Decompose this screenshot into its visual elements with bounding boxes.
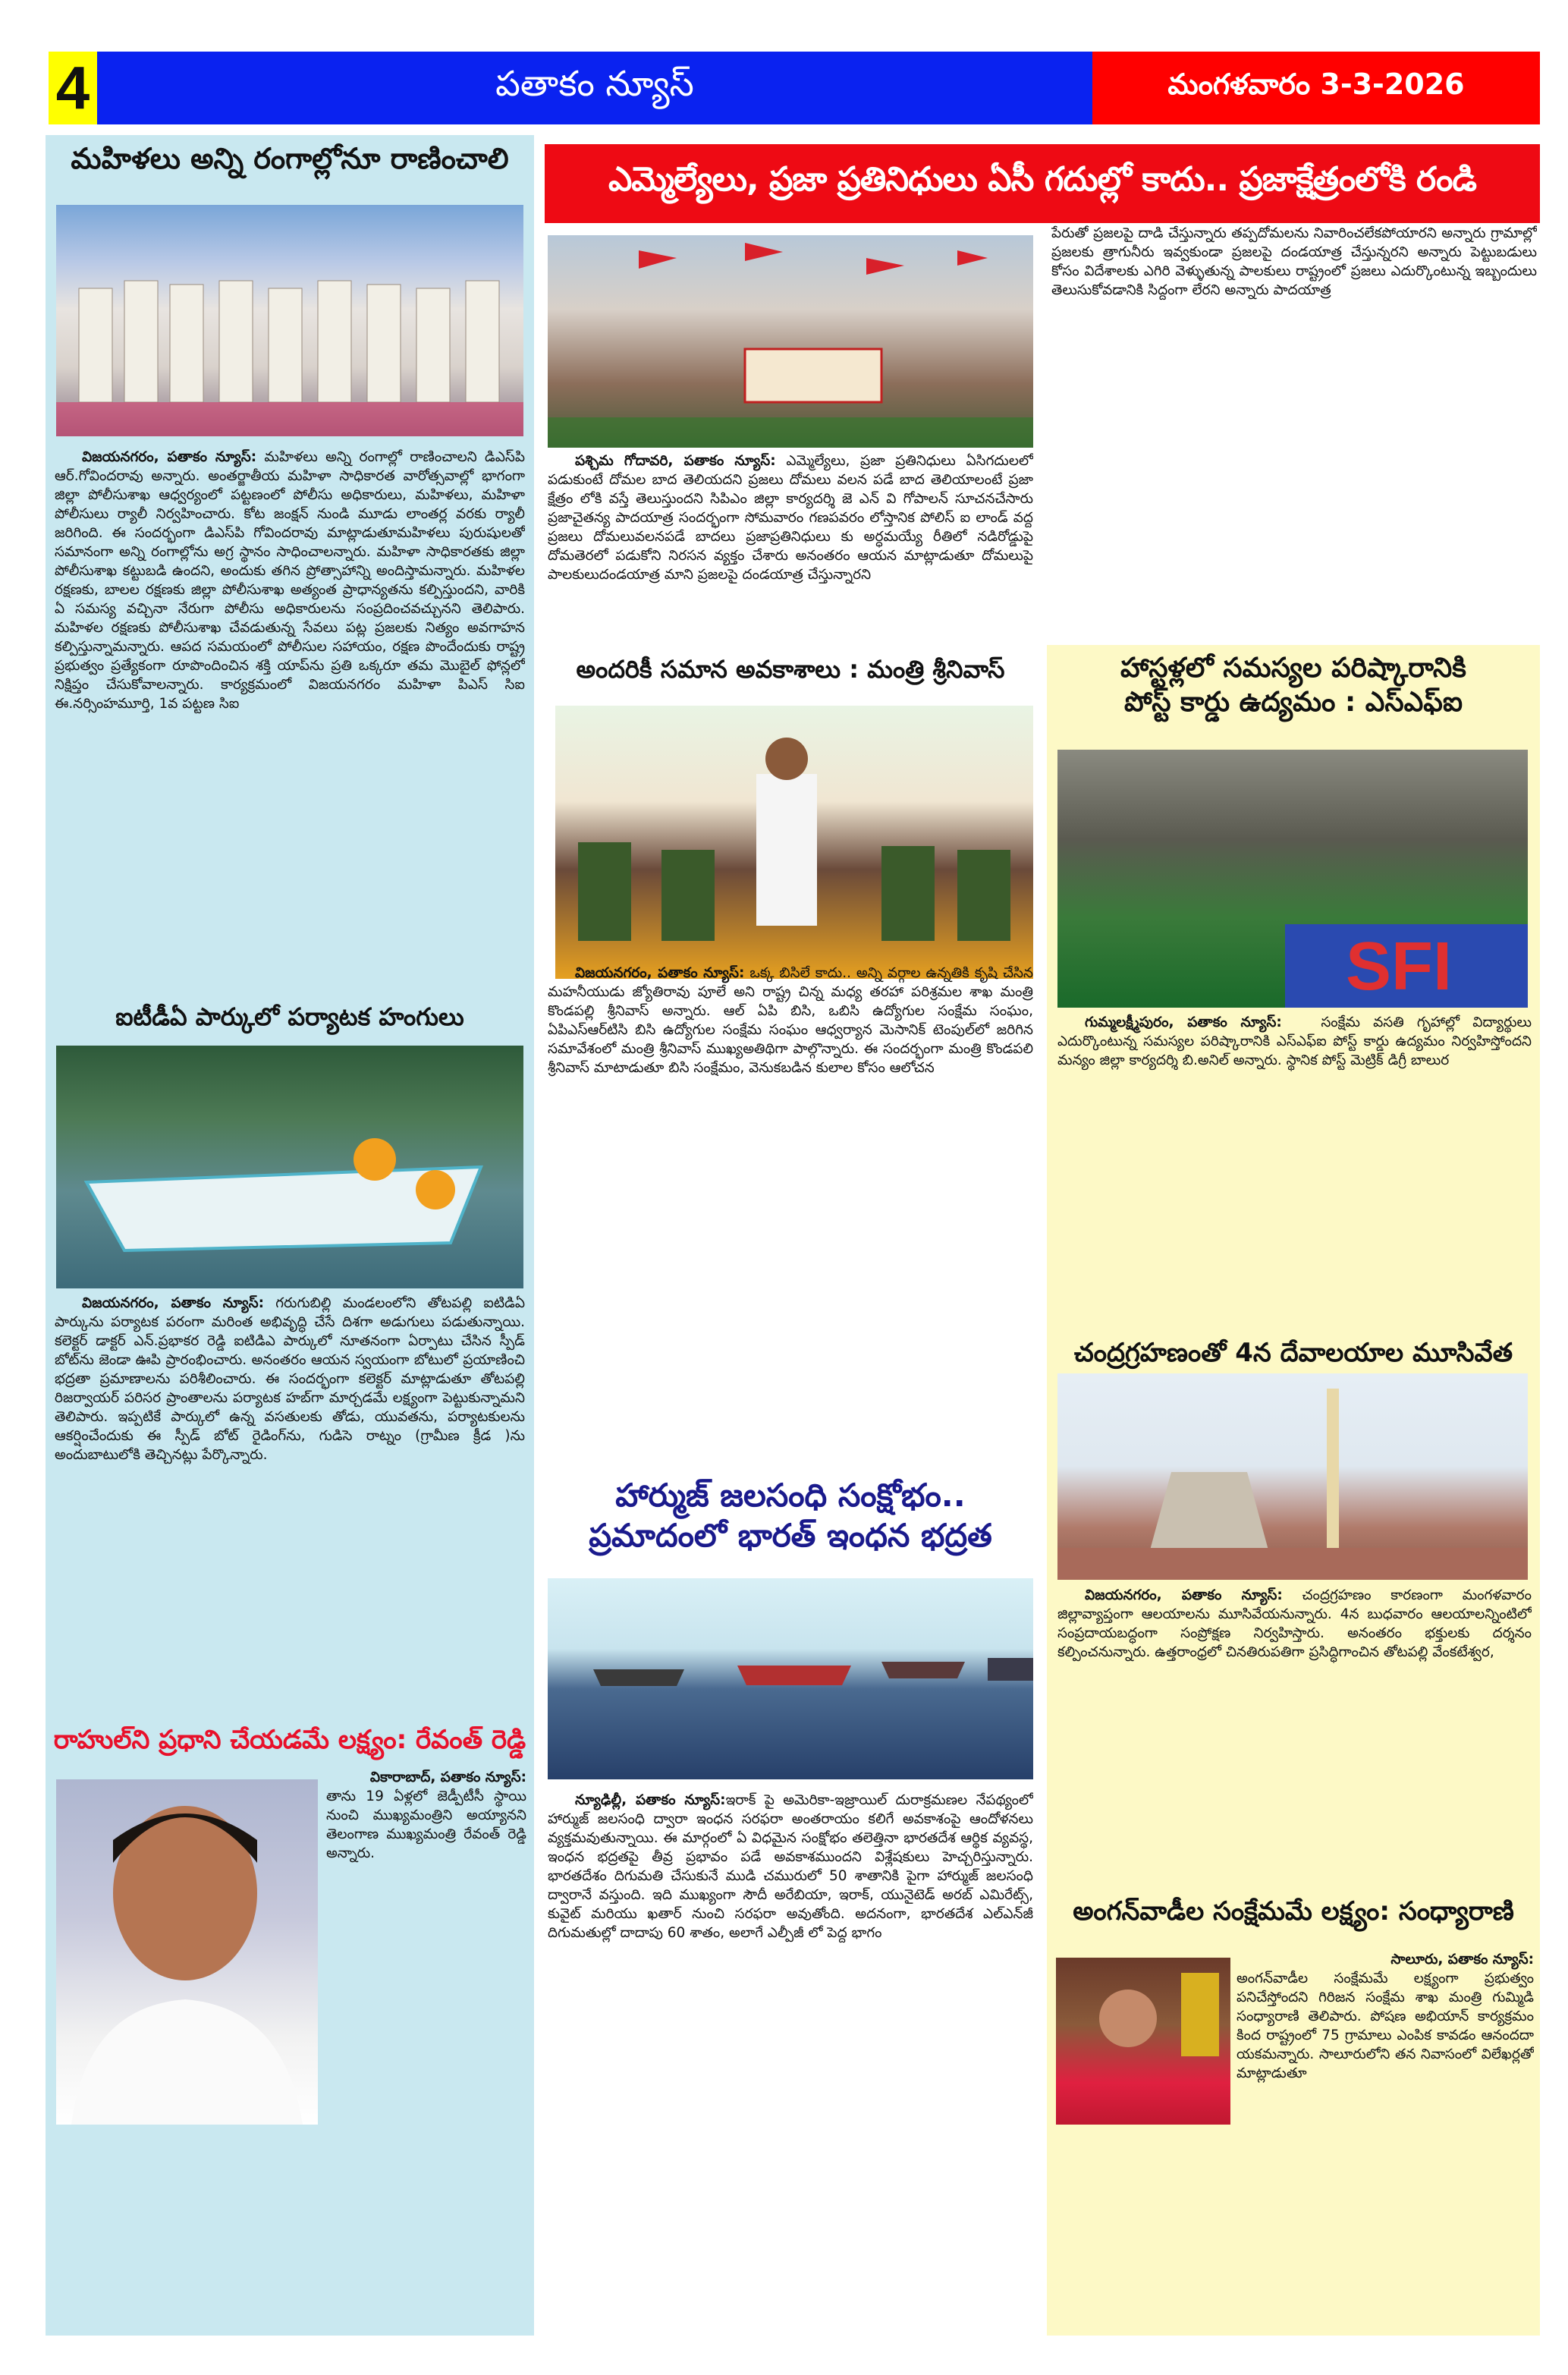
headline-revanth: రాహుల్‌ని ప్రధాని చేయడమే లక్ష్యం: రేవంత్ రెడ్డి xyxy=(53,1725,526,1755)
headline-anganwadi: అంగన్‌వాడీల సంక్షేమమే లక్ష్యం: సంధ్యారాణి xyxy=(1073,1896,1514,1927)
dateline: విజయనగరం, పతాకం న్యూస్: xyxy=(575,965,745,981)
article-women-body xyxy=(55,448,525,994)
article-text: ఇరాక్ పై అమెరికా-ఇజ్రాయిల్ దురాక్రమణల నేపథ్యంలో హార్ముజ్ జలసంధి ద్వారా ఇంధన సరఫరా అంతరాయం కలిగే అవకాశంపై ఆందోళనలు వ్యక్తమవుతున్నాయి. ఈ మార్గంలో ఏ విధమైన సంక్షోభం తలెత్తినా భారతదేశ ఆర్థిక వ్యవస్థ, ఇంధన భద్రతపై తీవ్ర ప్రభావం పడే అవకాశముందని విశ్లేషకులు హెచ్చరిస్తున్నారు. భారతదేశం దిగుమతి చేసుకునే ముడి చమురులో 50 శాతానికి పైగా హార్ముజ్ జలసంధి ద్వారానే వస్తుంది. ఇది ముఖ్యంగా సౌదీ అరేబియా, ఇరాక్, యునైటెడ్ అరబ్ ఎమిరేట్స్, కువైట్ మరియు ఖతార్ నుంచి సరఫరా అవుతోంది. అదనంగా, భారతదేశ ఎల్ఎన్‌జీ దిగుమతుల్లో దాదాపు 60 శాతం, అలాగే ఎల్పీజీ లో పెద్ద భాగం xyxy=(548,1792,1033,1941)
article-text: ఎమ్మెల్యేలు, ప్రజా ప్రతినిధులు ఏసిగదులలో పడుకుంటే దోమల బాద తెలియదని ప్రజలు దోమలు వలన పడే బాద తెలియాలంటే ప్రజా క్షేత్రం లోకి వస్తే తెలుస్తుందని సిపిఎం జిల్లా కార్యదర్శి జె ఎన్ వి గోపాలన్ సూచనచేసారు ప్రజాచైతన్య పాదయాత్ర సందర్భంగా సోమవారం గణపవరం లోస్తానిక పోలిస్ ఐ లాండ్ వద్ద ప్రజలు దోమలువలనపడే బాదలు ప్రజాప్రతినిధులు కు అర్ధమయ్యే రీతిలో నడిరోడ్డుపై దోమతెరలో పడుకోని నిరసన వ్యక్తం చేశారు అనంతరం ఆయన మాట్లాడుతూ దోమలుపై పాలకులుదండయాత్ర మాని ప్రజలపై దండయాత్ర చేస్తున్నారని xyxy=(548,453,1033,583)
photo-cpm-padayatra xyxy=(548,235,1033,448)
article-anganwadi-body xyxy=(1236,1950,1534,2132)
article-text: తాను 19 ఏళ్లలో జెడ్పీటీసీ స్థాయి నుంచి ముఖ్యమంత్రిని అయ్యానని తెలంగాణ ముఖ్యమంత్రి రేవంత్ రెడ్డి అన్నారు. xyxy=(326,1788,526,1861)
photo-tankers xyxy=(548,1578,1033,1779)
dateline: విజయనగరం, పతాకం న్యూస్: xyxy=(82,1295,265,1311)
tanker-ships-illustration xyxy=(548,1578,1033,1779)
sfi-banner-text: SFI xyxy=(1346,929,1453,1005)
headline-minister: అందరికీ సమాన అవకాశాలు : మంత్రి శ్రీనివాస్ xyxy=(576,655,1005,684)
page-number: 4 xyxy=(49,52,97,124)
article-text: అంగన్‌వాడీల సంక్షేమమే లక్ష్యంగా ప్రభుత్వం పనిచేస్తోందని గిరిజన సంక్షేమ శాఖ మంత్రి గుమ్మిడి సంధ్యారాణి తెలిపారు. పోషణ అభియాన్ కార్యక్రమం కింద రాష్ట్రంలో 75 గ్రామాలు ఎంపిక కావడం ఆనందదా యకమన్నారు. సాలూరులోని తన నివాసంలో విలేఖర్లతో మాట్లాడుతూ xyxy=(1236,1971,1534,2081)
article-text: మహిళలు అన్ని రంగాల్లో రాణించాలని డిఎస్‌పి ఆర్.గోవిందరావు అన్నారు. అంతర్జాతీయ మహిళా సాధికారత వారోత్సవాల్లో భాగంగా జిల్లా పోలీసుశాఖ ఆధ్వర్యంలో పట్టణంలో పోలీసు అధికారులు, మహిళలు, మహిళా పోలీసులు ర్యాలీ నిర్వహించారు. కోట జంక్షన్ నుండి మూడు లాంతర్ల వరకు ర్యాలీ జరిగింది. ఈ సందర్భంగా డిఎస్‌పి గోవిందరావు మాట్లాడుతూమహిళలు పురుషులతో సమానంగా అన్ని రంగాల్లోను అగ్ర స్థానం సాధించాలన్నారు. మహిళా సాధికారతకు జిల్లా పోలీసుశాఖ కట్టుబడి ఉందని, అందుకు తగిన ప్రోత్సాహాన్ని అందిస్తామన్నారు. మహిళల రక్షణకు, బాలల రక్షణకు జిల్లా పోలీసుశాఖ అత్యంత ప్రాధాన్యతను కల్పిస్తుందని, వారికి ఏ సమస్య వచ్చినా నేరుగా పోలీసు అధికారులను సంప్రదించవచ్చునని తెలిపారు. మహిళల రక్షణకు పోలీసుశాఖ చేవడుతున్న సేవలు పట్ల ప్రజలకు నిత్యం అవగాహన కల్పిస్తున్నామన్నారు. ఆపద సమయంలో పోలీసుల సహాయం, రక్షణ పొందేందుకు రాష్ట్ర ప్రభుత్వం ప్రత్యేకంగా రూపొందించిన శక్తి యాప్‌ను ప్రతి ఒక్కరూ తమ మొబైల్ ఫోన్లలో నిక్షిప్తం చేసుకోవాలన్నారు. కార్యక్రమంలో విజయనగరం మహిళా పిఎస్ సిఐ ఈ.నర్సింహమూర్తి, 1వ పట్టణ సిఐ xyxy=(55,449,525,712)
headline-line: హాస్టళ్లలో సమస్యల పరిష్కారానికి xyxy=(1120,653,1466,684)
photo-speed-boat xyxy=(56,1046,523,1288)
headline-line: ప్రమాదంలో భారత్ ఇంధన భద్రత xyxy=(589,1516,992,1554)
photo-sfi-postcards xyxy=(1057,750,1528,1008)
dateline: విజయనగరం, పతాకం న్యూస్: xyxy=(1085,1587,1283,1603)
article-sfi-body xyxy=(1057,1013,1532,1332)
dateline: పశ్చిమ గోదావరి, పతాకం న్యూస్: xyxy=(575,453,776,469)
speed-boat-illustration xyxy=(56,1046,523,1288)
dateline: న్యూఢిల్లీ, పతాకం న్యూస్: xyxy=(575,1792,726,1808)
headline-line: హార్ముజ్ జలసంధి సంక్షోభం.. xyxy=(615,1477,966,1514)
photo-police-rally xyxy=(56,205,523,436)
padayatra-illustration xyxy=(548,235,1033,448)
sfi-banner-illustration xyxy=(1057,750,1528,1008)
headline-sfi xyxy=(1050,651,1537,719)
police-rally-illustration xyxy=(56,205,523,436)
headline-line: పోస్ట్ కార్డు ఉద్యమం : ఎస్ఎఫ్ఐ xyxy=(1123,687,1463,718)
article-minister-body xyxy=(548,964,1033,1457)
meeting-illustration xyxy=(555,706,1033,979)
article-text: సంక్షేమ వసతి గృహాల్లో విద్యార్థులు ఎదుర్కొంటున్న సమస్యల పరిష్కారానికి ఎస్ఎఫ్ఐ పోస్ట్ కార్డు ఉద్యమం నిర్వహిస్తోందని మన్యం జిల్లా కార్యదర్శి బి.అనిల్ అన్నారు. స్థానిక పోస్ట్ మెట్రిక్ డిగ్రీ బాలుర xyxy=(1057,1014,1532,1068)
article-hormuz-body xyxy=(548,1791,1033,2329)
article-text: గరుగుబిల్లి మండలంలోని తోటపల్లి ఐటిడిఏ పార్కును పర్యాటక పరంగా మరింత అభివృద్ధి చేసే దిశగా అడుగులు పడుతున్నాయి. కలెక్టర్ డాక్టర్ ఎన్.ప్రభాకర రెడ్డి ఐటిడిఎ పార్కులో నూతనంగా ఏర్పాటు చేసిన స్పీడ్ బోట్‌ను జెండా ఊపి ప్రారంభించారు. అనంతరం ఆయన స్వయంగా బోటులో ప్రయాణించి భద్రతా ప్రమాణాలను పరిశీలించారు. ఈ సందర్భంగా కలెక్టర్ మాట్లాడుతూ తోటపల్లి రిజర్వాయర్ పరిసర ప్రాంతాలను పర్యాటక హబ్‌గా మార్చడమే లక్ష్యంగా పెట్టుకున్నామని తెలిపారు. ఇప్పటికే పార్కులో ఉన్న వసతులకు తోడు, యువతను, పర్యాటకులను ఆకర్షించేందుకు ఈ స్పీడ్ బోట్ రైడింగ్‌ను, గుడిసె రాట్నం (గ్రామీణ క్రీడ )ను అందుబాటులోకి తెచ్చినట్లు పేర్కొన్నారు. xyxy=(55,1295,525,1463)
article-eclipse-body xyxy=(1057,1586,1532,1882)
dateline: వికారాబాద్, పతాకం న్యూస్: xyxy=(369,1769,526,1785)
portrait-illustration xyxy=(1056,1958,1230,2125)
headline-hormuz xyxy=(545,1476,1036,1556)
dateline: విజయనగరం, పతాకం న్యూస్: xyxy=(82,449,257,465)
headline-women: మహిళలు అన్ని రంగాల్లోనూ రాణించాలి xyxy=(71,142,509,175)
lead-headline: ఎమ్మెల్యేలు, ప్రజా ప్రతినిధులు ఏసీ గదుల్లో కాదు.. ప్రజాక్షేత్రంలోకి రండి xyxy=(545,144,1540,223)
article-cpm-body xyxy=(548,451,1033,641)
photo-revanth-reddy xyxy=(56,1779,318,2125)
dateline: గుమ్మలక్ష్మీపురం, పతాకం న్యూస్: xyxy=(1085,1014,1282,1030)
headline-eclipse: చంద్రగ్రహణంతో 4న దేవాలయాల మూసివేత xyxy=(1073,1338,1513,1368)
photo-sandhyarani xyxy=(1056,1958,1230,2125)
issue-date: మంగళవారం 3-3-2026 xyxy=(1092,52,1540,124)
article-revanth-body xyxy=(326,1768,526,2125)
article-text: ఒక్క బిసిలే కాదు.. అన్ని వర్గాల ఉన్నతికి కృషి చేసిన మహనీయుడు జ్యోతిరావు పూలే అని రాష్ట్ర చిన్న మధ్య తరహా పరిశ్రమల శాఖ మంత్రి కొండపల్లి శ్రీనివాస్ అన్నారు. ఆల్ ఏపి బిసి, ఒబిసి ఉద్యోగుల సంక్షేమ సంఘం, ఏపిఎస్ఆర్‌టిసి బిసి ఉద్యోగుల సంక్షేమ సంఘం ఆధ్వర్యాన మెసానిక్ టెంపుల్‌లో జరిగిన సమావేశంలో మంత్రి శ్రీనివాస్ ముఖ్యఅతిథిగా పాల్గొన్నారు. ఈ సందర్భంగా మంత్రి కొండపలి శ్రీనివాస్ మాటాడుతూ బిసి సంక్షేమం, వెనుకబడిన కులాల కోసం ఆలోచన xyxy=(548,965,1033,1076)
temple-illustration xyxy=(1057,1373,1528,1580)
photo-minister-meeting xyxy=(555,706,1033,979)
article-cpm-continued: పేరుతో ప్రజలపై దాడి చేస్తున్నారు తప్పదోమలను నివారించలేకపోయారని అన్నారు గ్రామాల్లో ప్రజలకు త్రాగునీరు ఇవ్వకుండా ప్రజలపై దండయాత్ర చేస్తున్నరని అన్నారు పెట్టుబడులు కోసం విదేశాలకు ఎగిరి వెళ్ళుతున్న పాలకులు రాష్ట్రంలో ప్రజలు ఎదుర్కొంటున్న ఇబ్బందులు తెలుసుకోవడానికి సిద్దంగా లేరని అన్నారు పాదయాత్ర xyxy=(1051,225,1537,298)
article-itda-body xyxy=(55,1294,525,1719)
article-text: చంద్రగ్రహణం కారణంగా మంగళవారం జిల్లావ్యాప్తంగా ఆలయాలను మూసివేయనున్నారు. 4న బుధవారం ఆలయాలన్నింటిలో సంప్రదాయబద్ధంగా సంప్రోక్షణ నిర్వహిస్తారు. అనంతరం భక్తులకు దర్శనం కల్పించనున్నారు. ఉత్తరాంధ్రలో చినతిరుపతిగా ప్రసిద్ధిగాంచిన తోటపల్లి వేంకటేశ్వర, xyxy=(1057,1587,1532,1660)
photo-temple xyxy=(1057,1373,1528,1580)
headline-itda-park: ఐటీడీఏ పార్కులో పర్యాటక హంగులు xyxy=(115,1002,464,1031)
dateline: సాలూరు, పతాకం న్యూస్: xyxy=(1390,1952,1534,1968)
paper-title: పతాకం న్యూస్ xyxy=(97,52,1092,124)
portrait-illustration xyxy=(56,1779,318,2125)
